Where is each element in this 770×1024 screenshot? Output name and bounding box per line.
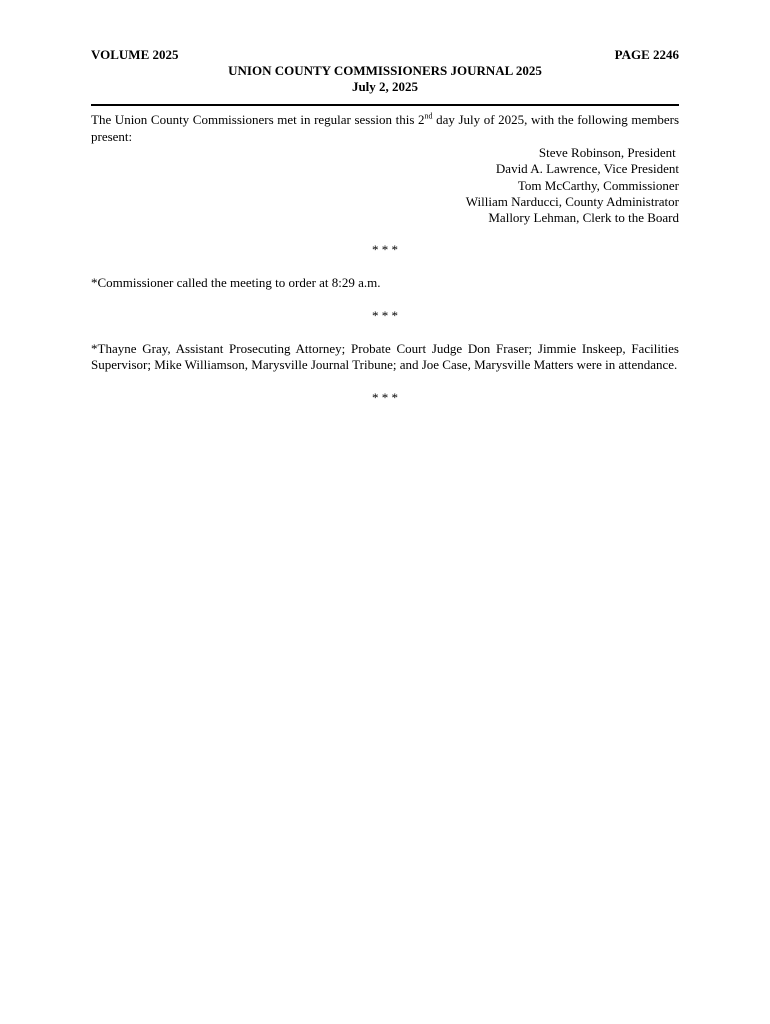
intro-text-before: The Union County Commissioners met in regular session this 2 [91, 112, 425, 127]
intro-text-after: day July of 2025, with the following members present: [91, 112, 679, 144]
volume-label: VOLUME 2025 [91, 47, 179, 62]
member-entry: Mallory Lehman, Clerk to the Board [488, 210, 679, 226]
journal-page [91, 47, 679, 423]
member-entry: Steve Robinson, President [538, 145, 679, 160]
member-entry: William Narducci, County Administrator [465, 193, 679, 209]
section-separator: * * * [372, 389, 398, 405]
header-divider [91, 104, 679, 106]
intro-paragraph [91, 112, 679, 145]
page-number: PAGE 2246 [614, 47, 679, 62]
section-separator: * * * [372, 242, 398, 258]
call-to-order-paragraph: *Commissioner called the meeting to order at 8:29 a.m. [91, 275, 381, 291]
journal-title: UNION COUNTY COMMISSIONERS JOURNAL 2025 [228, 63, 542, 78]
page-header [91, 47, 679, 63]
journal-date: July 2, 2025 [351, 79, 419, 94]
section-separator: * * * [372, 307, 398, 323]
members-present-list [91, 145, 679, 226]
member-entry: David A. Lawrence, Vice President [495, 161, 679, 177]
member-entry: Tom McCarthy, Commissioner [517, 177, 679, 193]
intro-ordinal-suffix: nd [424, 111, 433, 121]
attendance-paragraph: *Thayne Gray, Assistant Prosecuting Attorney; Probate Court Judge Don Fraser; Jimmie Inskeep, Facilities Supervisor; Mike Williamson, Marysville Journal Tribune; and Joe Case, Marysville Matters were in attendance. [91, 340, 679, 373]
